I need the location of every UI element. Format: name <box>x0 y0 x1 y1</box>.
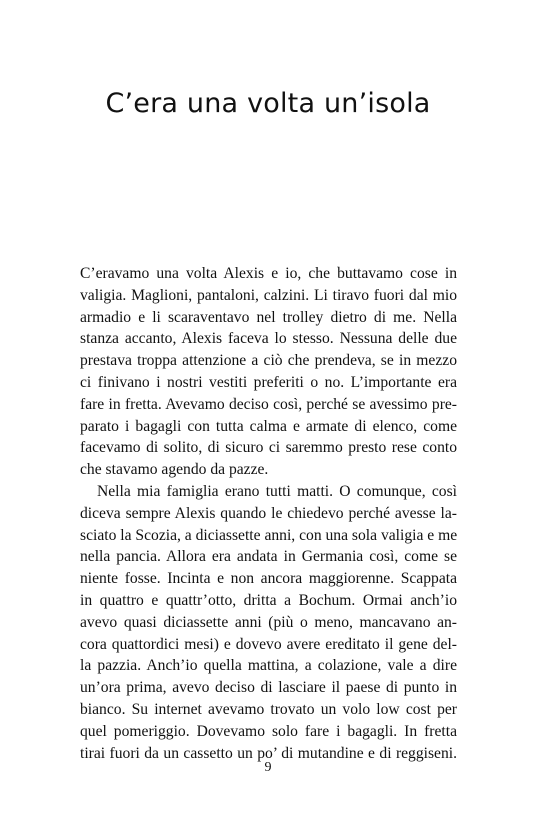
text-line: nella pancia. Allora era andata in Germania così, come se <box>80 548 457 566</box>
text-line: tirai fuori da un cassetto un po’ di mutandine e di reggiseni. <box>80 744 457 762</box>
text-line: un’ora prima, avevo deciso di lasciare il paese di punto in <box>80 679 457 697</box>
text-line: diceva sempre Alexis quando le chiedevo perché avesse la- <box>80 504 457 522</box>
chapter-title: C’era una volta un’isola <box>105 88 431 119</box>
page-number: 9 <box>264 760 272 775</box>
text-line: prestava troppa attenzione a ciò che prendeva, se in mezzo <box>80 352 457 370</box>
paragraph-1 <box>80 263 457 481</box>
body-text <box>80 263 457 764</box>
text-line: stanza accanto, Alexis faceva lo stesso. Nessuna delle due <box>80 330 457 348</box>
text-line: che stavamo agendo da pazze. <box>80 461 269 479</box>
text-line: facevamo di solito, di sicuro ci saremmo presto rese conto <box>80 439 457 457</box>
text-line: valigia. Maglioni, pantaloni, calzini. Li tiravo fuori dal mio <box>80 286 457 304</box>
text-line: la pazzia. Anch’io quella mattina, a colazione, vale a dire <box>80 657 457 675</box>
text-line: niente fosse. Incinta e non ancora maggiorenne. Scappata <box>80 570 457 588</box>
text-line: avevo quasi diciassette anni (più o meno, mancavano an- <box>80 613 457 631</box>
text-line: Nella mia famiglia erano tutti matti. O comunque, così <box>97 482 457 500</box>
text-line: parato i bagagli con tutta calma e armate di elenco, come <box>80 417 457 435</box>
text-line: in quattro e quattr’otto, dritta a Bochum. Ormai anch’io <box>80 591 457 609</box>
text-line: armadio e li scaraventavo nel trolley dietro di me. Nella <box>80 308 457 326</box>
text-line: fare in fretta. Avevamo deciso così, perché se avessimo pre- <box>80 395 457 413</box>
text-line: bianco. Su internet avevamo trovato un volo low cost per <box>80 700 457 718</box>
paragraph-2 <box>80 481 457 764</box>
text-line: C’eravamo una volta Alexis e io, che buttavamo cose in <box>80 265 457 282</box>
text-line: ci finivano i nostri vestiti preferiti o no. L’importante era <box>80 373 457 391</box>
text-line: quel pomeriggio. Dovevamo solo fare i bagagli. In fretta <box>80 722 457 740</box>
text-line: sciato la Scozia, a diciassette anni, con una sola valigia e me <box>80 526 458 544</box>
text-line: cora quattordici mesi) e dovevo avere ereditato il gene del- <box>80 635 457 653</box>
